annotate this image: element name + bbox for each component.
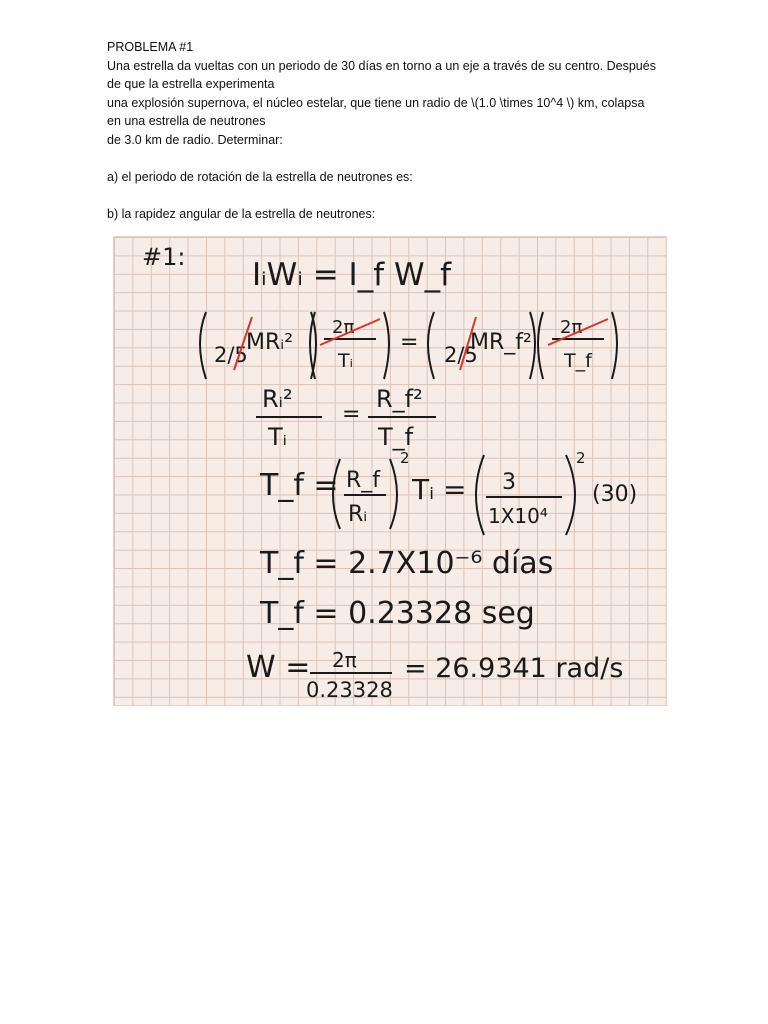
eq2-right-denominator: T_f bbox=[564, 350, 592, 372]
eq7-omega-lhs: W = bbox=[246, 650, 311, 685]
exponent-two: 2 bbox=[400, 449, 410, 467]
eq4-ratio-denominator: Rᵢ bbox=[348, 502, 368, 527]
problem-statement bbox=[107, 38, 667, 223]
equals-sign: = bbox=[342, 402, 361, 427]
handwritten-solution-svg bbox=[114, 237, 666, 705]
paren-open bbox=[538, 312, 543, 379]
statement-line-1: Una estrella da vueltas con un periodo de 30 días en torno a un eje a través de su centro. Después bbox=[107, 58, 656, 73]
eq7-result: = 26.9341 rad/s bbox=[404, 653, 624, 684]
paren-open bbox=[200, 312, 206, 379]
spacer bbox=[107, 186, 667, 205]
eq2-left-fraction: 2/5 bbox=[214, 343, 248, 367]
paren-close bbox=[566, 455, 575, 535]
paren-close bbox=[612, 312, 617, 379]
eq4-ratio-numerator: R_f bbox=[346, 468, 381, 493]
question-b: b) la rapidez angular de la estrella de neutrones: bbox=[107, 206, 376, 221]
problem-title: PROBLEMA #1 bbox=[107, 40, 194, 54]
equals-sign: = bbox=[400, 330, 419, 355]
paren-open bbox=[476, 455, 484, 535]
exponent-two: 2 bbox=[576, 449, 586, 467]
eq4-middle: Tᵢ = bbox=[412, 473, 467, 506]
eq2-left-mass: MRᵢ² bbox=[246, 330, 294, 355]
paren-close bbox=[384, 312, 389, 379]
equation-angular-momentum: IᵢWᵢ = I_f W_f bbox=[252, 257, 452, 293]
eq7-numerator: 2π bbox=[332, 648, 357, 672]
eq5-period-days: T_f = 2.7X10⁻⁶ días bbox=[260, 546, 554, 581]
eq2-right-fraction: 2/5 bbox=[444, 343, 478, 367]
eq6-period-seconds: T_f = 0.23328 seg bbox=[260, 596, 535, 631]
statement-line-3: una explosión supernova, el núcleo estelar, que tiene un radio de \(1.0 \times 10^4 \) km, colapsa bbox=[107, 95, 645, 110]
eq4-value-denominator: 1X10⁴ bbox=[488, 504, 548, 528]
spacer bbox=[107, 149, 667, 168]
statement-line-4: en una estrella de neutrones bbox=[107, 114, 266, 128]
statement-line-5: de 3.0 km de radio. Determinar: bbox=[107, 132, 283, 147]
paren-close bbox=[390, 459, 397, 529]
eq4-lhs: T_f = bbox=[260, 468, 339, 503]
solution-heading: #1: bbox=[142, 243, 186, 271]
statement-line-2: de que la estrella experimenta bbox=[107, 77, 275, 91]
eq3-left-denominator: Tᵢ bbox=[268, 423, 287, 451]
eq2-left-numerator: 2π bbox=[332, 317, 355, 338]
handwritten-solution-image bbox=[113, 236, 667, 706]
eq4-value-numerator: 3 bbox=[502, 470, 516, 495]
eq3-right-denominator: T_f bbox=[378, 423, 414, 451]
eq4-factor: (30) bbox=[592, 482, 638, 507]
paren-open bbox=[428, 312, 434, 379]
eq3-left-numerator: Rᵢ² bbox=[262, 385, 293, 413]
eq2-right-mass: MR_f² bbox=[470, 330, 532, 355]
eq2-right-numerator: 2π bbox=[560, 317, 583, 338]
eq3-right-numerator: R_f² bbox=[376, 385, 423, 413]
question-a: a) el periodo de rotación de la estrella de neutrones es: bbox=[107, 169, 413, 184]
eq2-left-denominator: Tᵢ bbox=[338, 350, 354, 372]
eq7-denominator: 0.23328 bbox=[306, 678, 393, 702]
